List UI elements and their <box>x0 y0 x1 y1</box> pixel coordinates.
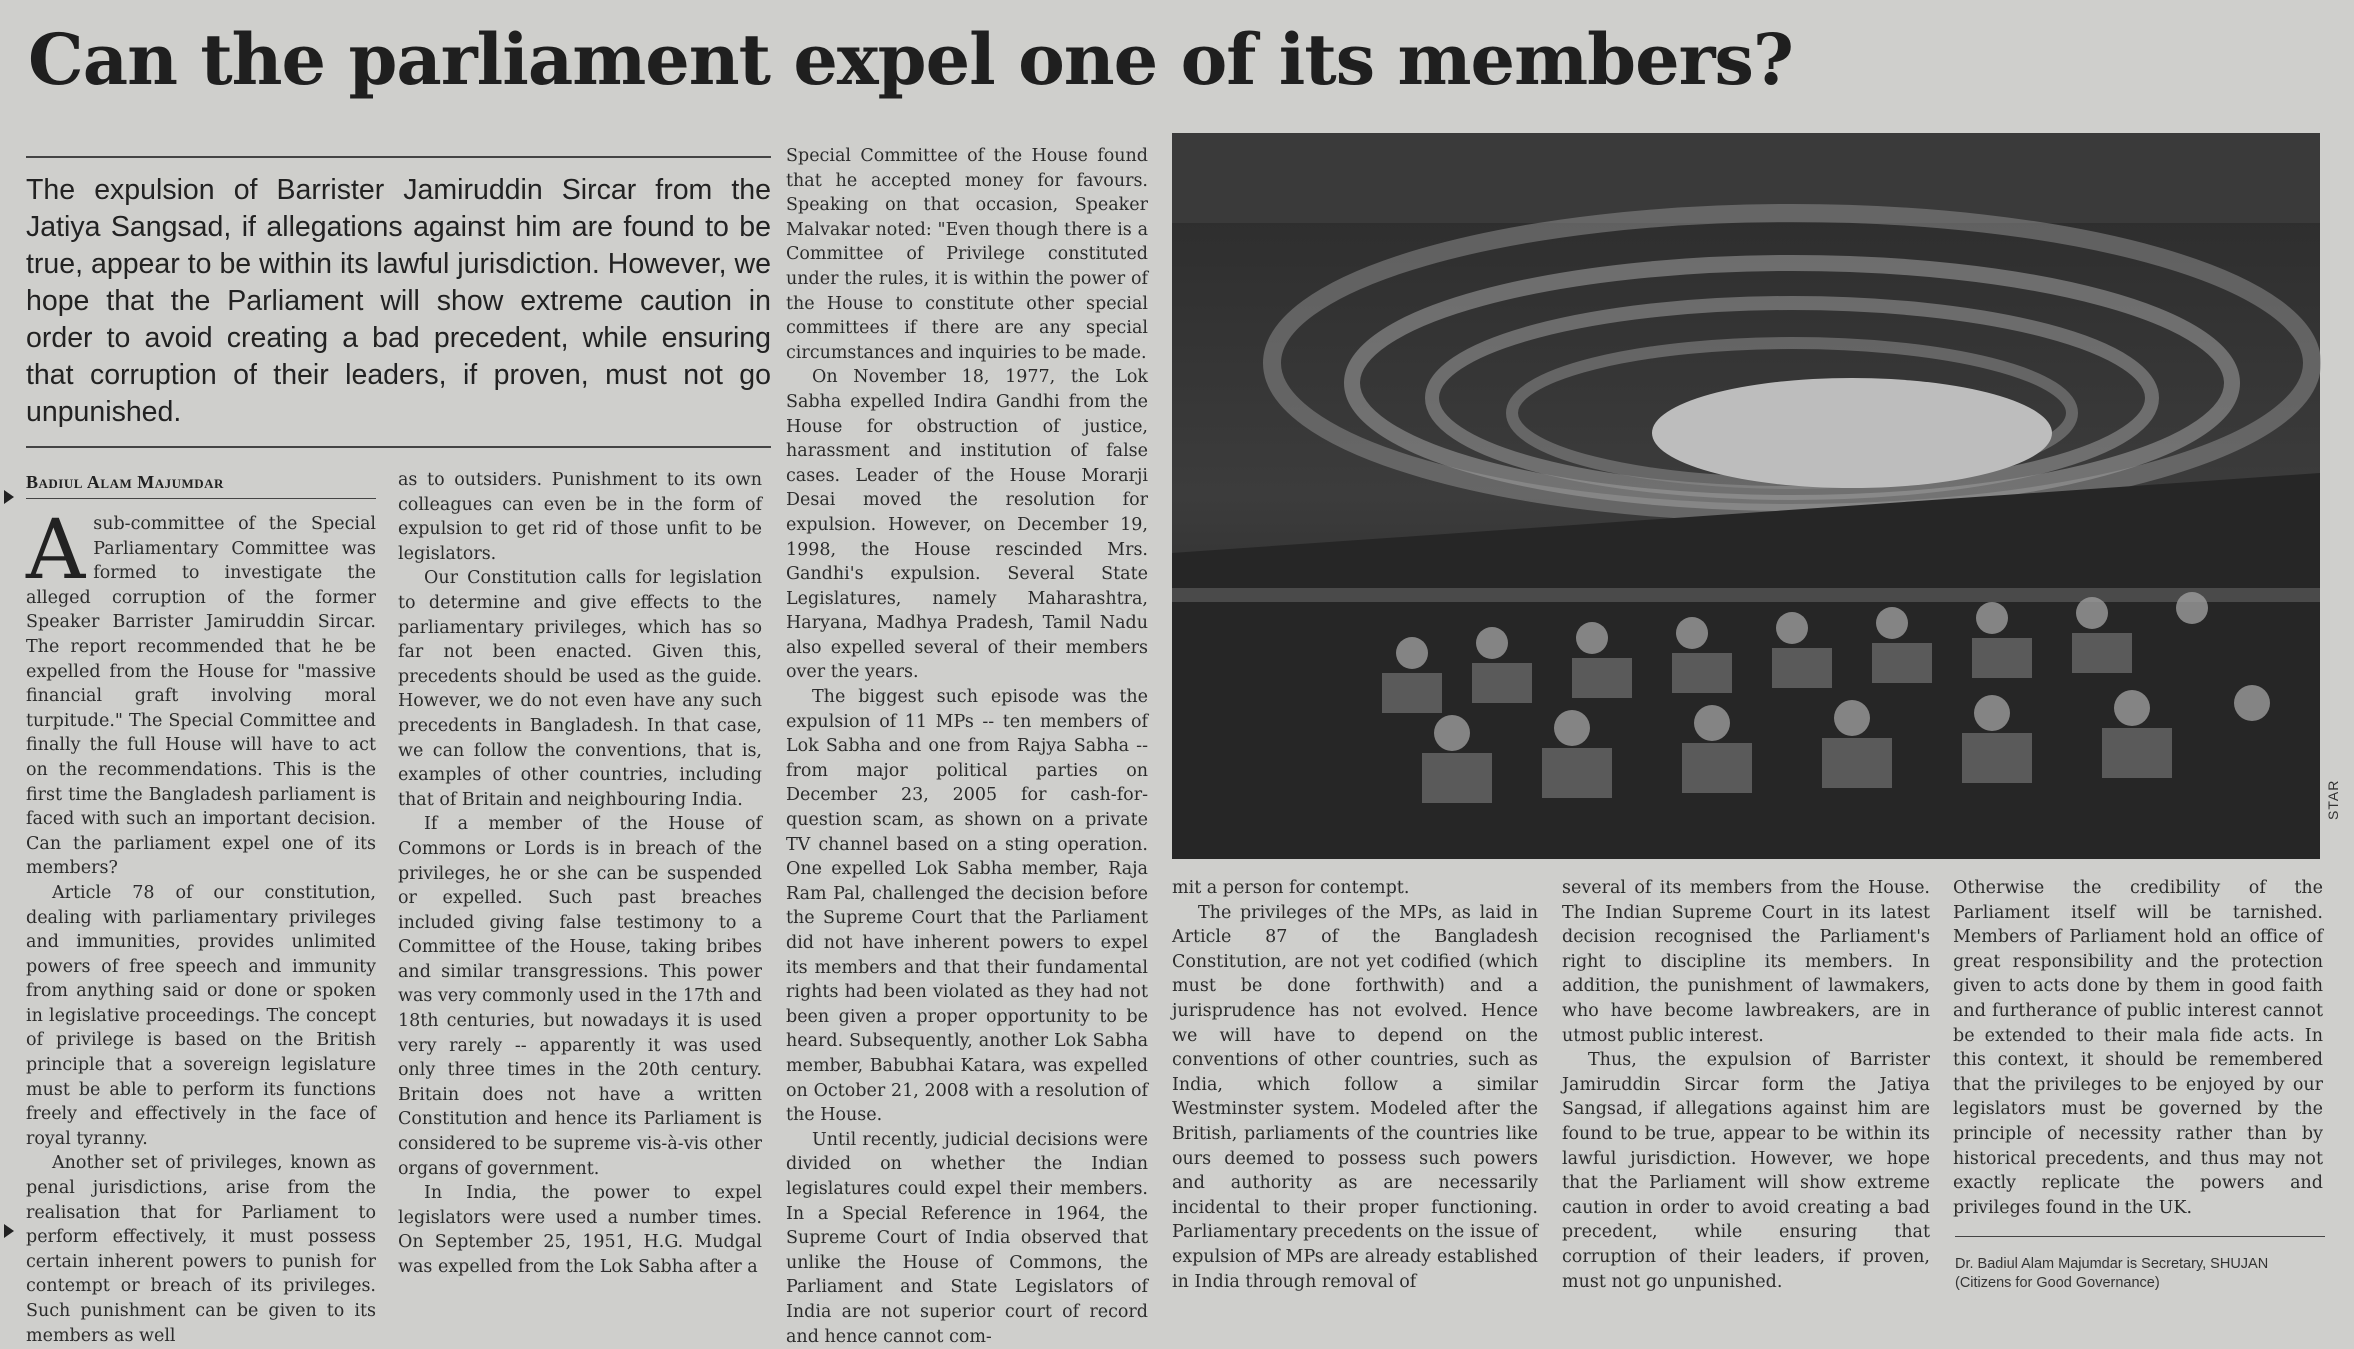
deck-bottom-rule <box>26 446 771 448</box>
paragraph: Otherwise the credibility of the Parliament itself will be tarnished. Members of Parliament hold an office of great responsibility and the protection given to acts done by them in good faith and furtherance of public interest cannot be extended to their mala fide acts. In this context, it should be remembered that the privileges to be enjoyed by our legislators must be governed by the principle of necessity rather than by historical precedents, and thus may not exactly replicate the powers and privileges found in the UK. <box>1953 878 2323 1218</box>
column-2 <box>398 468 762 1314</box>
byline-rule <box>26 498 376 499</box>
paragraph: If a member of the House of Commons or Lords is in breach of the privileges, he or she can be suspended or expelled. Such past breaches included giving false testimony to a Committee of the House, taking bribes and similar transgressions. This power was very commonly used in the 17th and 18th centuries, but nowadays it is used very rarely -- apparently it was used only three times in the 20th century. Britain does not have a written Constitution and hence its Parliament is considered to be supreme vis-à-vis other organs of government. <box>398 814 762 1179</box>
parliament-chamber-photo <box>1172 133 2320 859</box>
paragraph: as to outsiders. Punishment to its own colleagues can even be in the form of expulsion to get rid of those unfit to be legislators. <box>398 470 762 564</box>
column-3 <box>786 144 1148 1347</box>
deck-top-rule <box>26 156 771 158</box>
paragraph: In India, the power to expel legislators were used a number times. On September 25, 1951, H.G. Mudgal was expelled from the Lok Sabha after a <box>398 1183 762 1277</box>
paragraph: several of its members from the House. The Indian Supreme Court in its latest decision recognised the Parliament's right to discipline its members. In addition, the punishment of lawmakers, who have become lawbreakers, are in utmost public interest. <box>1562 878 1930 1046</box>
column-1 <box>26 503 376 1346</box>
paragraph: Special Committee of the House found that he accepted money for favours. Speaking on that occasion, Speaker Malvakar noted: "Even though there is a Committee of Privilege constituted under the rules, it is within the power of the House to constitute other special committees if there are any special circumstances and inquiries to be made. <box>786 146 1148 363</box>
column-6 <box>1953 876 2323 1236</box>
margin-bullet <box>4 1224 14 1238</box>
author-note: Dr. Badiul Alam Majumdar is Secretary, SHUJAN (Citizens for Good Governance) <box>1955 1256 2269 1291</box>
paragraph: Asub-committee of the Special Parliamentary Committee was formed to investigate the alleged corruption of the former Speaker Barrister Jamiruddin Sircar. The report recommended that he be expelled from the House for "massive financial graft involving moral turpitude." The Special Committee and finally the full House will have to act on the recommendations. This is the first time the Bangladesh parliament is faced with such an important decision. Can the parliament expel one of its members? <box>26 503 376 879</box>
byline: Badiul Alam Majumdar <box>26 472 224 492</box>
paragraph: Our Constitution calls for legislation to determine and give effects to the parliamentary privileges, which has so far not been enacted. Given this, precedents should be used as the guide. However, we do not even have any such precedents in Bangladesh. In that case, we can follow the conventions, that is, examples of other countries, including that of Britain and neighbouring India. <box>398 568 762 810</box>
photo-credit: STAR <box>2325 779 2341 820</box>
photo-illustration <box>1172 133 2320 859</box>
footnote-rule <box>1955 1236 2325 1237</box>
paragraph: Article 78 of our constitution, dealing with parliamentary privileges and immunities, provides unlimited powers of free speech and immunity from anything said or done or spoken in legislative proceedings. The concept of privilege is based on the British principle that a sovereign legislature must be able to perform its functions freely and effectively in the face of royal tyranny. <box>26 882 376 1149</box>
paragraph: Until recently, judicial decisions were divided on whether the Indian legislatures could expel their members. In a Special Reference in 1964, the Supreme Court of India observed that unlike the House of Commons, the Parliament and State Legislators of India are not superior court of record and hence cannot com- <box>786 1129 1148 1347</box>
column-4 <box>1172 876 1538 1316</box>
column-5 <box>1562 876 1930 1316</box>
paragraph: mit a person for contempt. <box>1172 878 1410 898</box>
paragraph: On November 18, 1977, the Lok Sabha expelled Indira Gandhi from the House for obstruction of justice, harassment and institution of false cases. Leader of the House Morarji Desai moved the resolution for expulsion. However, on December 19, 1998, the House rescinded Mrs. Gandhi's expulsion. Several State Legislatures, namely Maharashtra, Haryana, Madhya Pradesh, Tamil Nadu also expelled several of their members over the years. <box>786 367 1148 683</box>
paragraph: The biggest such episode was the expulsion of 11 MPs -- ten members of Lok Sabha and one from Rajya Sabha -- from major political parties on December 23, 2005 for cash-for-question scam, as shown on a private TV channel based on a sting operation. One expelled Lok Sabha member, Raja Ram Pal, challenged the decision before the Supreme Court that the Parliament did not have inherent powers to expel its members and that their fundamental rights had been violated as they had not been given a proper opportunity to be heard. Subsequently, another Lok Sabha member, Babubhai Katara, was expelled on October 21, 2008 with a resolution of the House. <box>786 687 1148 1126</box>
headline: Can the parliament expel one of its members? <box>28 18 1793 101</box>
deck: The expulsion of Barrister Jamiruddin Sircar from the Jatiya Sangsad, if allegations against him are found to be true, appear to be within its lawful jurisdiction. However, we hope that the Parliament will show extreme caution in order to avoid creating a bad precedent, while ensuring that corruption of their leaders, if proven, must not go unpunished. <box>26 174 771 428</box>
margin-bullet <box>4 490 14 504</box>
paragraph: The privileges of the MPs, as laid in Article 87 of the Bangladesh Constitution, are not yet codified (which must be done forthwith) and a jurisprudence has not evolved. Hence we will have to depend on the conventions of other countries, such as India, which follow a similar Westminster system. Modeled after the British, parliaments of the countries like ours deemed to possess such powers and authority as are necessarily incidental to their proper functioning. Parliamentary precedents on the issue of expulsion of MPs are already established in India through removal of <box>1172 902 1538 1292</box>
drop-cap: A <box>26 503 86 598</box>
paragraph: Another set of privileges, known as penal jurisdictions, arise from the realisation that for Parliament to perform effectively, it must possess certain inherent powers to punish for contempt or breach of its privileges. Such punishment can be given to its members as well <box>26 1153 376 1346</box>
paragraph: Thus, the expulsion of Barrister Jamiruddin Sircar form the Jatiya Sangsad, if allegations against him are found to be true, appear to be within its lawful jurisdiction. However, we hope that the Parliament will show extreme caution in order to avoid creating a bad precedent, while ensuring that corruption of their leaders, if proven, must not go unpunished. <box>1562 1050 1930 1292</box>
